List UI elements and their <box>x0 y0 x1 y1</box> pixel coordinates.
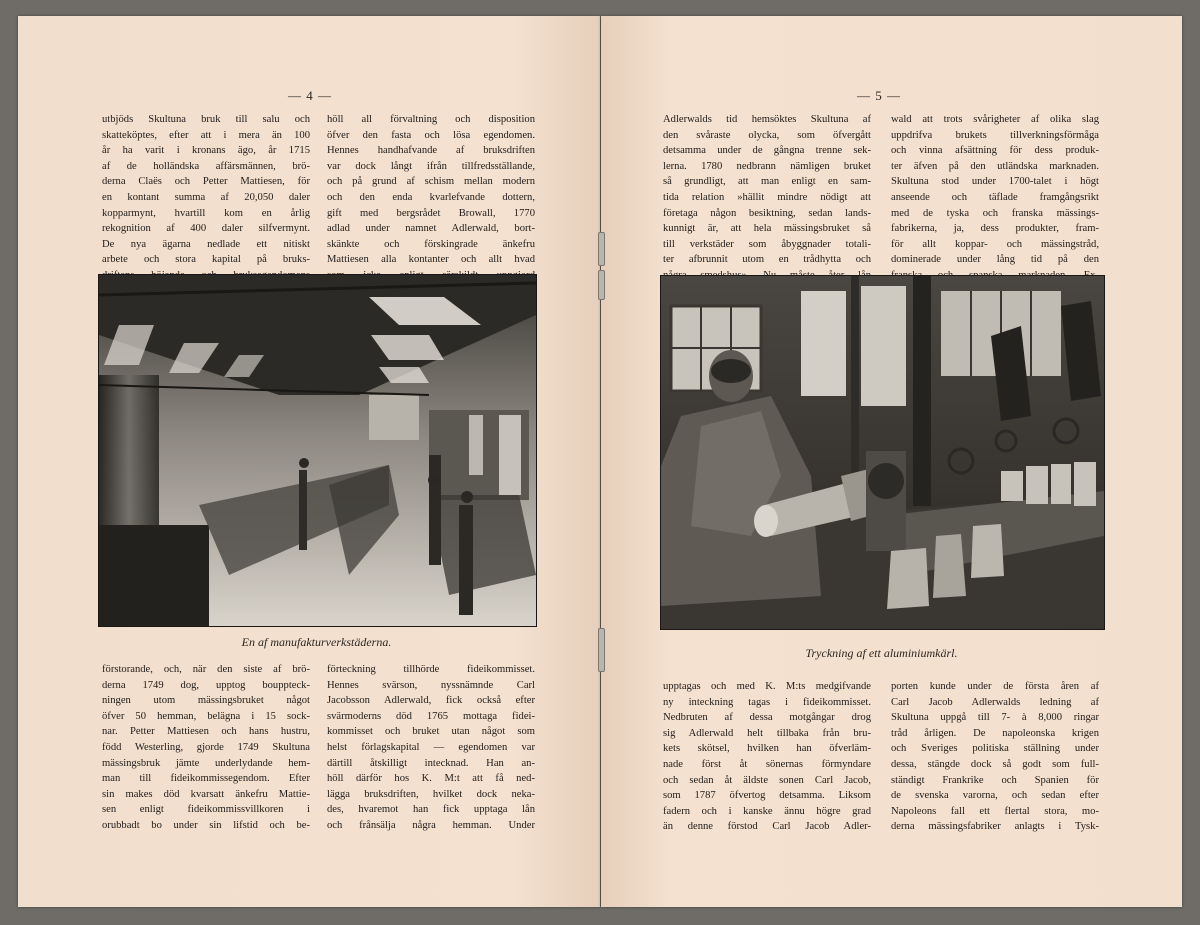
text-line: sin makes död kvarsatt änkefru Mattie- <box>102 788 310 800</box>
text-line: lägga bruksdriften, hvilket dock neka- <box>327 788 535 800</box>
right-top-column-1 <box>663 112 871 284</box>
text-line: dessa, stängde dock så godt som full- <box>891 758 1099 770</box>
text-line: kunnigt är, att hela mässingsbruket så <box>663 223 871 235</box>
text-line: orubbadt bo under sin lifstid och be- <box>102 819 310 831</box>
text-line: uppdrifva brukets tillverkningsförmåga <box>891 129 1099 141</box>
text-line: företaga någon besiktning, sedan lands- <box>663 207 871 219</box>
text-line: Carl Jacob Adlerwalds ledning af <box>891 696 1099 708</box>
text-line: wald att trots svårigheter af olika slag <box>891 114 1099 125</box>
text-line: adlad under namnet Adlerwald, bort- <box>327 223 535 235</box>
text-line: rekognition af 400 daler silfvermynt. <box>102 223 310 235</box>
text-line: den svåraste olycka, som öfvergått <box>663 129 871 141</box>
text-line: höll därför hos K. M:t att få ned- <box>327 773 535 785</box>
text-line: och den enda kvarlefvande dottern, <box>327 191 535 203</box>
text-line: Hennes svärson, nyssnämnde Carl <box>327 679 535 691</box>
left-bottom-column-1 <box>102 662 310 834</box>
text-line: utbjöds Skultuna bruk till salu och <box>102 114 310 125</box>
text-line: Skultuna uppgå till 7- à 8,000 ringar <box>891 712 1099 724</box>
lathe-photo-image <box>661 276 1104 629</box>
text-line: kopparmynt, hvartill kom en årlig <box>102 207 310 219</box>
text-line: som 1787 öfvertog detsamma. Liksom <box>663 790 871 802</box>
text-line: upptagas och med K. M:ts medgifvande <box>663 681 871 692</box>
text-line: porten kunde under de första åren af <box>891 681 1099 692</box>
text-line: skänkte och förskingrade änkefru <box>327 238 535 250</box>
text-line: sig Adlerwald helt tillbaka från bru- <box>663 727 871 739</box>
text-line: svärmoderns död 1765 mottaga fidei- <box>327 710 535 722</box>
text-line: kommisset och bruket utan något som <box>327 726 535 738</box>
right-top-column-2 <box>891 112 1099 284</box>
top-staple <box>598 232 605 266</box>
text-line: mässingsbruk jämte underlydande hem- <box>102 757 310 769</box>
text-line: tida relation »hällit mindre nödigt att <box>663 191 871 203</box>
left-bottom-column-2 <box>327 662 535 834</box>
text-line: så grundligt, att man enligt en sam- <box>663 176 871 188</box>
page-number-left: — 4 — <box>288 88 332 103</box>
text-line: sen enligt fideikommissvillkoren i <box>102 804 310 816</box>
text-line: ter äfven på den utländska marknaden. <box>891 160 1099 172</box>
right-bottom-column-2 <box>891 679 1099 835</box>
text-line: ter afbrunnit utom en trådhytta och <box>663 254 871 266</box>
lathe-photo-caption: Tryckning af ett aluminiumkärl. <box>805 646 958 660</box>
text-line: af de holländska affärsmännen, brö- <box>102 160 310 172</box>
page-number-right: — 5 — <box>857 88 901 103</box>
text-line: de svenska varorna, och sedan efter <box>891 790 1099 802</box>
text-line: ständigt Frankrike och Spanien för <box>891 774 1099 786</box>
right-page <box>601 16 1182 907</box>
text-line: helst förlagskapital — egendomen var <box>327 741 535 753</box>
text-line: Hennes handhafvande af bruksdriften <box>327 145 535 157</box>
text-line: nade först åt sönernas förmyndare <box>663 758 871 770</box>
bottom-staple <box>598 628 605 672</box>
text-line: en kontant summa af 20,050 daler <box>102 191 310 203</box>
text-line: derna mässingsfabriker anlagts i Tysk- <box>891 821 1099 833</box>
text-line: Adlerwalds tid hemsöktes Skultuna af <box>663 114 871 125</box>
text-line: arbete och stora kapital på bruks- <box>102 254 310 266</box>
text-line: skatteköptes, efter att i mera än 100 <box>102 129 310 141</box>
text-line: ningen utom mässingsbruket något <box>102 695 310 707</box>
text-line: och på grund af schism mellan modern <box>327 176 535 188</box>
text-line: dominerade under lång tid på den <box>891 254 1099 266</box>
text-line: derna 1749 dog, upptog bouppteck- <box>102 679 310 691</box>
text-line: ny inteckning tagas i fideikommisset. <box>663 696 871 708</box>
left-top-column-2 <box>327 112 535 284</box>
text-line: därtill åtskilligt intecknad. Han an- <box>327 757 535 769</box>
text-line: Skultuna stod under 1700-talet i högt <box>891 176 1099 188</box>
text-line: född Westerling, gjorde 1749 Skultuna <box>102 741 310 753</box>
text-line: till verkstäder som åbyggnader totali- <box>663 238 871 250</box>
text-line: Mattiesen alla kontanter och allt hvad <box>327 254 535 266</box>
text-line: var dock långt ifrån tillfredsställande, <box>327 160 535 172</box>
text-line: Nedbruten af dessa motgångar drog <box>663 712 871 724</box>
text-line: och vinna afsättning för dess produk- <box>891 145 1099 157</box>
text-line: De nya ägarna nedlade ett nitiskt <box>102 238 310 250</box>
text-line: för allt koppar- och mässingstråd, <box>891 238 1099 250</box>
text-line: fabrikerna, ja, dess produkter, fram- <box>891 223 1099 235</box>
workshop-photo <box>98 274 537 627</box>
text-line: och sedan åt äldste sonen Carl Jacob, <box>663 774 871 786</box>
text-line: man till fideikommissegendom. Efter <box>102 773 310 785</box>
text-line: fadern och i kanske ännu högre grad <box>663 805 871 817</box>
left-page <box>18 16 600 907</box>
text-line: kets skötsel, hvilken han öfverläm- <box>663 743 871 755</box>
text-line: öfver den fasta och lösa egendomen. <box>327 129 535 141</box>
text-line: des, hvaremot han fick upptaga lån <box>327 804 535 816</box>
text-line: anseende och täflade framgångsrikt <box>891 191 1099 203</box>
text-line: förteckning tillhörde fideikommisset. <box>327 664 535 675</box>
text-line: derna Claës och Petter Mattiesen, för <box>102 176 310 188</box>
text-line: gift med bergsrådet Browall, 1770 <box>327 207 535 219</box>
text-line: förstorande, och, när den siste af brö- <box>102 664 310 675</box>
workshop-photo-image <box>99 275 536 626</box>
text-line: nar. Petter Mattiesen och hans hustru, <box>102 726 310 738</box>
text-line: och frånsälja några hemman. Under <box>327 819 535 831</box>
text-line: Jacobsson Adlerwald, fick också efter <box>327 695 535 707</box>
text-line: Napoleons fall ett flertal stora, mo- <box>891 805 1099 817</box>
text-line: öfver 50 hemman, belägna i 15 sock- <box>102 710 310 722</box>
lathe-photo <box>660 275 1105 630</box>
text-line: lerna. 1780 nedbrann nämligen bruket <box>663 160 871 172</box>
text-line: år ha varit i kronans ägo, år 1715 <box>102 145 310 157</box>
text-line: tråd årligen. De napoleonska krigen <box>891 727 1099 739</box>
text-line: detsamma under de gångna trenne sek- <box>663 145 871 157</box>
left-top-column-1 <box>102 112 310 284</box>
workshop-photo-caption: En af manufakturverkstäderna. <box>241 635 392 649</box>
text-line: än denne förstod Carl Jacob Adler- <box>663 821 871 833</box>
top-staple-lower <box>598 270 605 300</box>
text-line: med de tyska och franska mässings- <box>891 207 1099 219</box>
text-line: och Sveriges politiska ställning under <box>891 743 1099 755</box>
text-line: höll all förvaltning och disposition <box>327 114 535 125</box>
right-bottom-column-1 <box>663 679 871 835</box>
